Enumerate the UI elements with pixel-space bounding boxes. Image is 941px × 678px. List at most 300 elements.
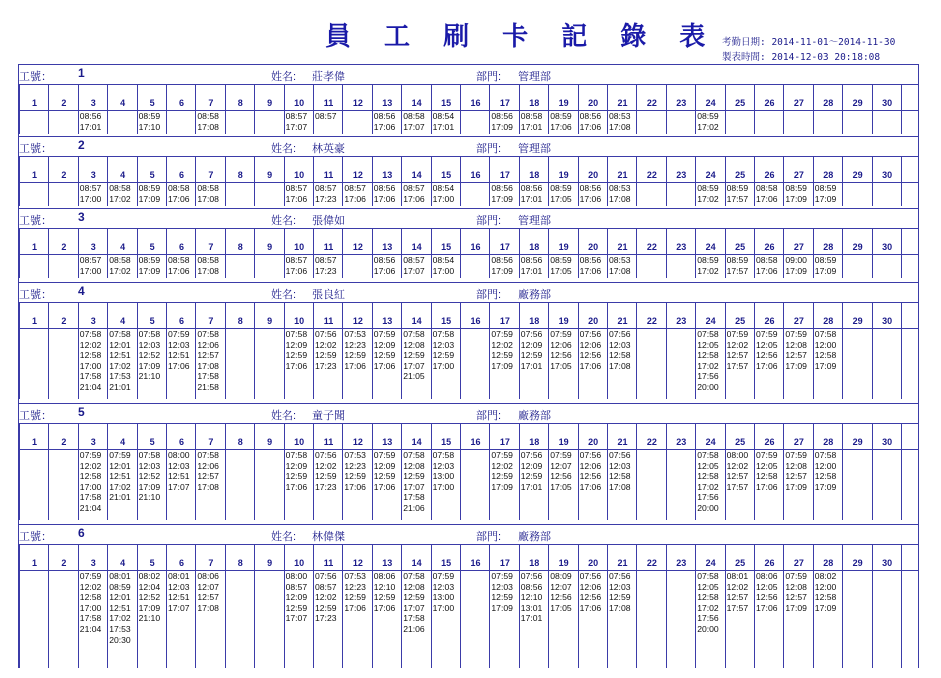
punch-time: 07:59 [373,450,396,460]
punch-time: 12:57 [785,350,807,361]
punch-cell [314,329,343,371]
day-number: 28 [823,316,834,326]
punch-cell [196,255,225,276]
punch-time: 17:53 [109,371,131,382]
punch-cell [402,111,431,132]
day-number: 10 [294,242,305,252]
punch-time: 08:57 [315,183,337,193]
punch-time: 17:09 [138,602,161,613]
punch-time: 08:56 [579,183,602,193]
day-number: 12 [352,316,363,326]
punch-time: 07:56 [520,450,543,460]
dept-label: 部門: [476,410,502,422]
day-number: 27 [793,170,804,180]
day-number: 2 [61,437,67,447]
punch-time: 12:58 [79,471,102,482]
column-rule [254,423,255,520]
punch-time: 17:23 [315,613,337,624]
punch-cell [108,329,137,393]
punch-time: 08:56 [491,111,513,121]
punch-time: 17:06 [168,265,190,276]
punch-time: 17:09 [491,121,513,132]
punch-time: 17:05 [550,602,572,613]
day-number: 20 [588,437,599,447]
punch-time: 12:06 [579,581,602,592]
punch-time: 12:56 [550,592,572,603]
dept-label: 部門: [476,215,502,227]
column-rule [666,228,667,278]
punch-time: 12:59 [491,350,513,361]
column-rule [872,544,873,668]
punch-time: 17:10 [138,121,161,132]
punch-time: 12:06 [197,339,219,350]
punch-time: 21:04 [79,381,102,392]
punch-time: 12:03 [609,581,631,592]
punch-time: 12:59 [520,350,543,361]
punch-cell [402,450,431,514]
emp-id-label: 工號： [19,143,52,155]
column-rule [48,302,49,399]
punch-time: 07:56 [579,571,602,581]
punch-time: 17:02 [109,193,131,204]
punch-time: 08:02 [814,571,837,581]
name-label: 姓名: [271,289,297,301]
dept-label: 部門: [476,71,502,83]
day-number: 8 [237,242,243,252]
punch-time: 17:58 [197,371,219,382]
day-number: 24 [705,98,716,108]
punch-time: 17:23 [315,265,337,276]
punch-time: 17:05 [550,360,572,371]
day-number: 21 [617,437,628,447]
punch-time: 20:00 [697,623,719,634]
punch-time: 12:05 [756,581,778,592]
punch-time: 12:59 [285,350,308,361]
day-number: 25 [735,316,746,326]
day-number: 13 [382,558,393,568]
punch-time: 17:00 [79,265,102,276]
punch-cell [285,255,314,276]
punch-time: 12:03 [609,339,631,350]
emp-id-label: 工號： [19,410,52,422]
punch-time: 17:06 [373,193,396,204]
column-rule [842,84,843,134]
punch-time: 07:58 [403,329,425,339]
punch-time: 12:10 [373,581,396,592]
day-number: 20 [588,558,599,568]
day-number: 5 [149,98,155,108]
day-number: 29 [852,242,863,252]
punch-time: 07:59 [756,450,778,460]
punch-cell [79,183,108,204]
punch-time: 20:30 [109,634,131,645]
punch-time: 08:57 [79,255,102,265]
punch-cell [784,255,813,276]
punch-time: 08:06 [756,571,778,581]
punch-time: 17:58 [79,492,102,503]
day-number: 25 [735,437,746,447]
punch-cell [79,255,108,276]
day-number: 11 [323,98,334,108]
day-number: 19 [558,437,569,447]
punch-time: 12:59 [344,471,366,482]
name-label: 姓名: [271,531,297,543]
punch-cell [814,450,843,492]
day-number: 18 [529,242,540,252]
punch-time: 17:06 [344,602,366,613]
punch-cell [579,571,608,613]
dept-label: 部門: [476,143,502,155]
punch-time: 12:03 [168,339,190,350]
punch-time: 12:52 [138,350,161,361]
column-rule [872,228,873,278]
punch-time: 07:53 [344,571,366,581]
punch-cell [314,255,343,276]
punch-cell [608,450,637,492]
day-number: 29 [852,98,863,108]
punch-time: 12:57 [726,471,749,482]
punch-time: 17:01 [79,121,102,132]
day-number: 3 [90,437,96,447]
punch-time: 17:06 [579,602,602,613]
day-number: 3 [90,170,96,180]
punch-cell [373,255,402,276]
punch-cell [138,183,167,204]
punch-cell [314,571,343,624]
day-number: 1 [31,170,37,180]
punch-time: 17:09 [785,193,807,204]
punch-cell [285,111,314,132]
punch-time: 12:02 [315,592,337,603]
column-rule [901,84,902,134]
column-rule [872,156,873,206]
day-number: 11 [323,558,334,568]
name-label: 姓名: [271,215,297,227]
punch-time: 17:08 [609,481,631,492]
punch-time: 12:59 [344,350,366,361]
punch-time: 17:02 [697,193,719,204]
column-rule [48,84,49,134]
punch-time: 17:02 [697,360,719,371]
punch-time: 12:03 [432,339,455,350]
punch-time: 07:58 [109,329,131,339]
punch-time: 12:59 [373,592,396,603]
punch-time: 08:53 [609,183,631,193]
punch-time: 07:59 [785,571,807,581]
punch-time: 17:02 [109,481,131,492]
punch-time: 08:57 [285,255,308,265]
punch-cell [814,255,843,276]
punch-time: 12:02 [315,460,337,471]
column-rule [48,228,49,278]
punch-cell [343,450,372,492]
day-number: 25 [735,98,746,108]
column-rule [901,544,902,668]
day-number: 7 [208,437,214,447]
day-number: 8 [237,316,243,326]
punch-time: 12:02 [79,339,102,350]
punch-time: 08:53 [609,255,631,265]
punch-cell [608,329,637,371]
punch-time: 12:56 [550,350,572,361]
day-number: 3 [90,316,96,326]
punch-time: 08:56 [373,183,396,193]
punch-time: 17:08 [609,602,631,613]
punch-cell [579,329,608,371]
punch-time: 07:53 [344,450,366,460]
punch-time: 17:06 [344,481,366,492]
punch-time: 12:51 [168,592,190,603]
punch-cell [696,571,725,635]
punch-cell [696,329,725,393]
day-number: 11 [323,170,334,180]
day-number: 24 [705,170,716,180]
name-label: 姓名: [271,71,297,83]
punch-time: 07:58 [432,329,455,339]
employee-header [18,65,918,83]
punch-time: 17:00 [79,602,102,613]
punch-time: 08:57 [403,255,425,265]
punch-time: 17:02 [109,613,131,624]
emp-id-label: 工號： [19,71,52,83]
punch-cell [608,183,637,204]
punch-cell [79,450,108,514]
punch-cell [314,111,343,122]
punch-time: 07:56 [579,329,602,339]
punch-time: 12:23 [344,581,366,592]
punch-time: 07:59 [168,329,190,339]
punch-time: 08:00 [168,450,190,460]
day-number: 4 [120,242,126,252]
day-number: 17 [499,170,510,180]
dept-value: 管理部 [518,215,551,227]
day-number: 16 [470,242,481,252]
punch-time: 07:59 [79,450,102,460]
punch-cell [608,571,637,613]
employee-header [18,283,918,301]
punch-time: 17:06 [285,360,308,371]
punch-time: 12:57 [785,592,807,603]
day-number: 5 [149,316,155,326]
punch-cell [784,571,813,613]
punch-cell [814,329,843,371]
punch-time: 17:23 [315,193,337,204]
punch-time: 08:56 [373,111,396,121]
column-rule [901,302,902,399]
punch-time: 08:59 [550,183,572,193]
punch-time: 12:09 [373,339,396,350]
day-number: 23 [676,170,687,180]
punch-cell [285,450,314,492]
day-number: 26 [764,170,775,180]
punch-cell [784,450,813,492]
punch-time: 17:01 [432,121,455,132]
column-rule [254,228,255,278]
punch-time: 12:03 [432,581,455,592]
day-number: 13 [382,98,393,108]
day-number: 9 [267,316,273,326]
punch-time: 17:09 [785,360,807,371]
emp-id-value: 5 [78,405,85,419]
day-number: 11 [323,242,334,252]
punch-time: 17:06 [756,193,778,204]
column-rule [19,423,20,520]
day-number: 22 [646,98,657,108]
day-number: 17 [499,98,510,108]
punch-time: 12:02 [79,460,102,471]
day-number: 28 [823,558,834,568]
punch-time: 07:58 [285,329,308,339]
day-number: 30 [882,242,893,252]
punch-time: 08:57 [315,255,337,265]
day-number: 25 [735,170,746,180]
punch-time: 12:02 [79,581,102,592]
day-number: 22 [646,242,657,252]
punch-time: 12:59 [520,471,543,482]
punch-time: 12:03 [491,581,513,592]
punch-time: 17:09 [138,265,161,276]
punch-time: 12:00 [814,339,837,350]
punch-cell [696,450,725,514]
punch-cell [79,111,108,132]
day-number: 25 [735,242,746,252]
column-rule [19,544,20,668]
day-number: 9 [267,242,273,252]
punch-cell [726,450,755,492]
punch-time: 12:03 [138,460,161,471]
punch-time: 12:07 [550,460,572,471]
punch-cell [373,450,402,492]
punch-time: 17:09 [785,481,807,492]
day-number: 14 [411,98,422,108]
punch-time: 17:05 [550,265,572,276]
punch-time: 12:57 [197,350,219,361]
punch-cell [196,571,225,613]
day-number: 6 [178,437,184,447]
day-number: 20 [588,98,599,108]
punch-time: 07:56 [315,571,337,581]
day-number: 20 [588,242,599,252]
punch-time: 12:56 [756,592,778,603]
day-number: 2 [61,170,67,180]
punch-time: 12:59 [315,471,337,482]
punch-time: 08:58 [109,255,131,265]
punch-time: 08:53 [609,111,631,121]
punch-cell [108,450,137,503]
punch-time: 08:58 [403,111,425,121]
punch-time: 21:06 [403,623,425,634]
punch-time: 08:59 [138,255,161,265]
punch-time: 17:58 [79,613,102,624]
punch-time: 12:58 [814,471,837,482]
punch-time: 17:09 [814,193,837,204]
punch-time: 08:59 [550,255,572,265]
punch-time: 17:23 [315,481,337,492]
punch-time: 08:58 [756,183,778,193]
column-rule [901,423,902,520]
day-number: 24 [705,242,716,252]
punch-time: 17:06 [373,360,396,371]
punch-time: 08:56 [520,255,543,265]
column-rule [19,156,20,206]
punch-time: 17:08 [609,360,631,371]
punch-time: 12:59 [285,602,308,613]
punch-time: 12:07 [197,581,219,592]
punch-time: 17:09 [814,481,837,492]
punch-time: 17:00 [432,602,455,613]
punch-time: 08:06 [197,571,219,581]
punch-time: 07:59 [726,329,749,339]
punch-time: 12:59 [315,350,337,361]
day-number: 30 [882,170,893,180]
day-number: 7 [208,98,214,108]
punch-time: 17:09 [138,193,161,204]
day-number: 18 [529,170,540,180]
punch-time: 17:00 [432,193,455,204]
punch-time: 07:56 [609,571,631,581]
punch-time: 17:06 [579,193,602,204]
day-number: 9 [267,98,273,108]
punch-time: 07:59 [785,329,807,339]
punch-cell [520,450,549,492]
punch-time: 12:04 [138,581,161,592]
day-number: 16 [470,558,481,568]
punch-time: 12:58 [609,471,631,482]
column-rule [19,84,20,134]
punch-cell [108,571,137,645]
punch-time: 08:57 [285,183,308,193]
punch-time: 08:56 [373,255,396,265]
punch-cell [285,329,314,371]
punch-time: 17:08 [197,193,219,204]
day-number: 26 [764,316,775,326]
name-label: 姓名: [271,143,297,155]
punch-cell [726,329,755,371]
dept-value: 廠務部 [518,289,551,301]
punch-time: 12:05 [697,339,719,350]
day-number: 27 [793,242,804,252]
punch-cell [696,255,725,276]
punch-time: 08:59 [109,581,131,592]
punch-time: 17:06 [373,481,396,492]
punch-cell [373,571,402,613]
punch-time: 08:59 [697,255,719,265]
punch-time: 17:00 [79,193,102,204]
punch-time: 07:58 [432,450,455,460]
punch-time: 12:02 [726,581,749,592]
punch-time: 17:07 [403,121,425,132]
punch-time: 20:00 [697,502,719,513]
punch-cell [343,183,372,204]
day-number: 27 [793,98,804,108]
day-number: 18 [529,98,540,108]
punch-time: 12:57 [726,592,749,603]
punch-time: 08:58 [109,183,131,193]
punch-cell [579,183,608,204]
punch-time: 17:01 [520,613,543,624]
punch-time: 08:00 [726,450,749,460]
day-number: 4 [120,316,126,326]
punch-cell [726,255,755,276]
day-number: 23 [676,437,687,447]
punch-time: 12:09 [520,460,543,471]
punch-time: 08:58 [197,111,219,121]
day-number: 15 [441,242,452,252]
punch-time: 12:58 [79,592,102,603]
punch-time: 17:02 [109,265,131,276]
column-rule [19,302,20,399]
punch-time: 17:07 [403,481,425,492]
